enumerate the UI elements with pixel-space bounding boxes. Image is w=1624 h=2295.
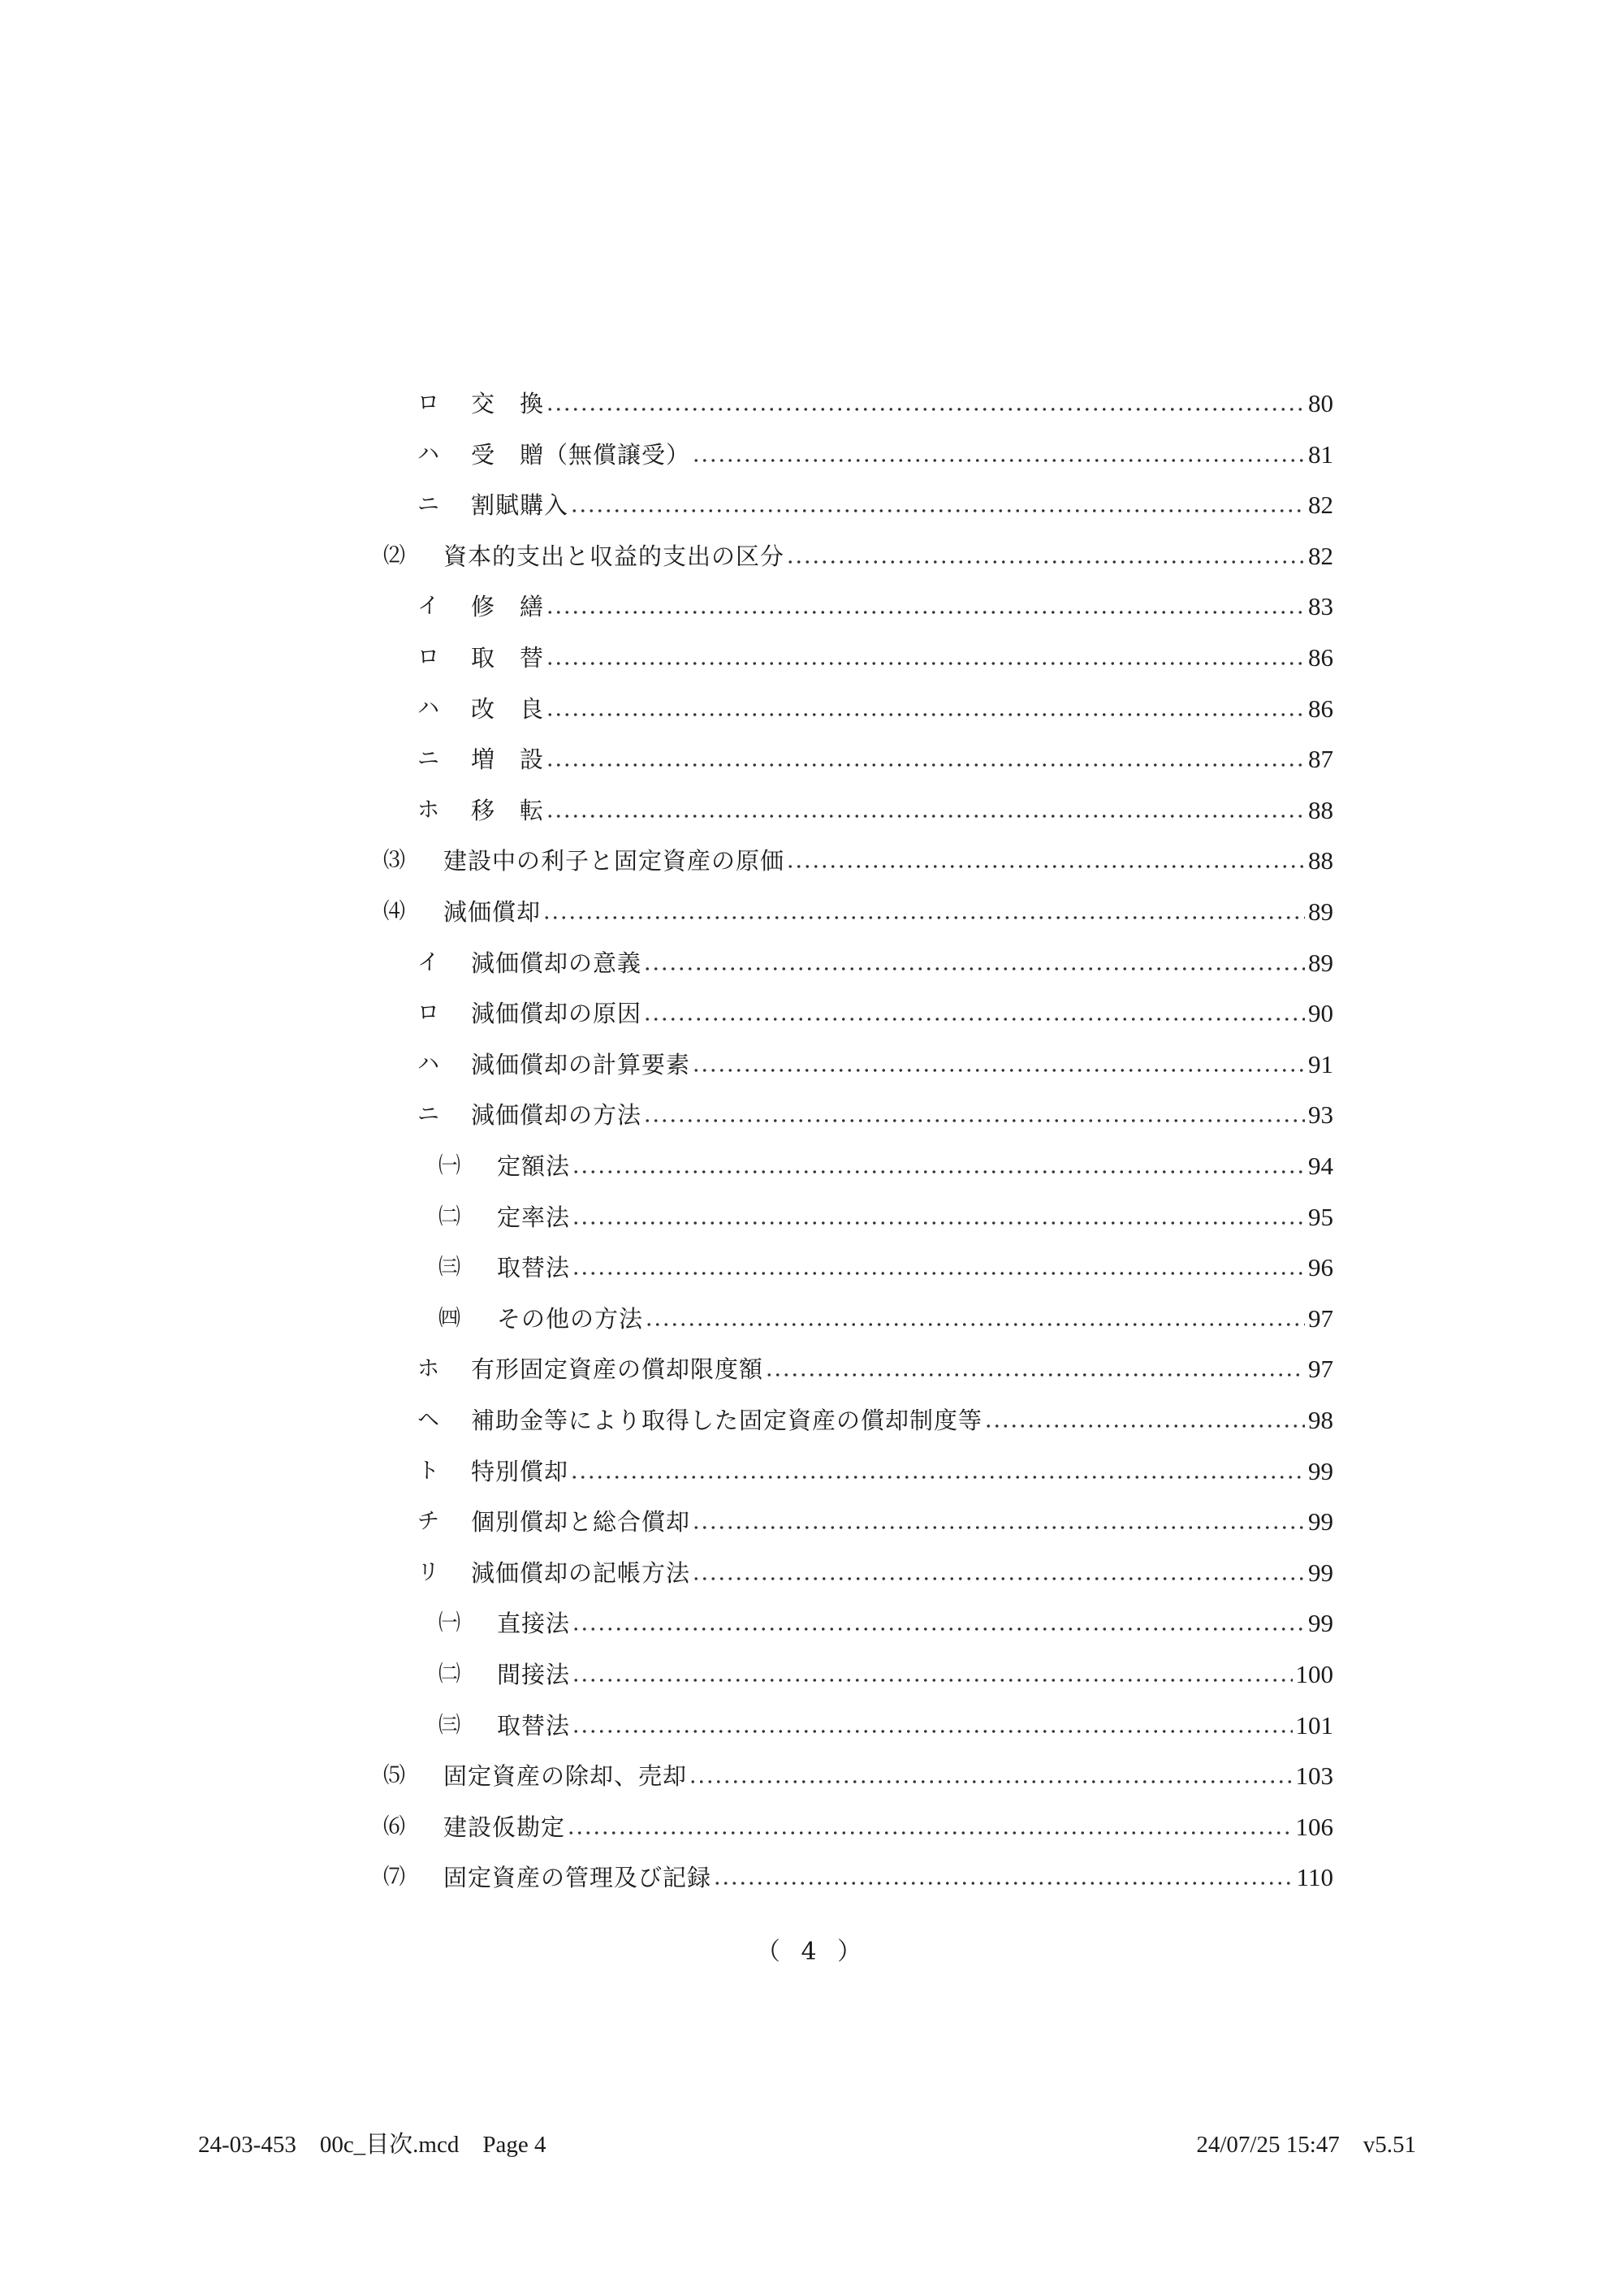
toc-entry (383, 1852, 1333, 1903)
toc-entry-marker: ハ (417, 441, 439, 467)
toc-entry (383, 836, 1333, 886)
toc-entry-page: 97 (1308, 1303, 1333, 1333)
toc-entry-marker: ⑹ (383, 1813, 405, 1839)
dot-leader (546, 785, 1305, 836)
toc-entry-marker: ㈢ (438, 1712, 460, 1738)
toc-entry-marker: ⑵ (383, 542, 405, 568)
dot-leader (643, 988, 1305, 1039)
dot-leader (570, 480, 1305, 530)
dot-leader (546, 633, 1305, 683)
dot-leader (572, 1141, 1305, 1191)
toc-entry-title: 有形固定資産の償却限度額 (471, 1355, 764, 1384)
toc-entry-title: 修 繕 (471, 593, 545, 621)
page-number: （ 4 ） (755, 1938, 869, 1966)
toc-entry-page: 82 (1308, 541, 1333, 570)
dot-leader (567, 1802, 1292, 1852)
toc-entry-title: 取 替 (471, 644, 545, 672)
toc-entry-marker: ㈣ (438, 1305, 460, 1331)
toc-entry-marker: ト (417, 1458, 439, 1484)
toc-entry (417, 480, 1333, 530)
toc-entry-page: 80 (1308, 389, 1333, 417)
footer-file-info: 24-03-453 00c_目次.mcd Page 4 (198, 2132, 546, 2158)
toc-entry (438, 1701, 1333, 1751)
toc-entry-marker: ロ (417, 1001, 439, 1026)
toc-entry-page: 93 (1308, 1100, 1333, 1130)
toc-entry-title: 直接法 (497, 1610, 571, 1638)
toc-entry-title: 改 良 (471, 694, 545, 723)
toc-entry (417, 581, 1333, 632)
toc-entry (438, 1598, 1333, 1649)
dot-leader (572, 1649, 1292, 1700)
toc-entry (383, 1802, 1333, 1852)
toc-entry-title: 定額法 (497, 1152, 571, 1180)
toc-entry-page: 97 (1308, 1355, 1333, 1384)
toc-entry (383, 887, 1333, 937)
toc-entry (417, 1344, 1333, 1394)
toc-entry-page: 106 (1295, 1812, 1333, 1841)
dot-leader (645, 1294, 1305, 1344)
toc-entry-title: 建設中の利子と固定資産の原価 (443, 847, 785, 875)
toc-entry (417, 1446, 1333, 1497)
toc-entry (417, 378, 1333, 429)
toc-entry-title: 減価償却の記帳方法 (471, 1558, 691, 1587)
toc-entry-marker: ニ (417, 746, 439, 772)
toc-entry-title: 受 贈（無償譲受） (471, 440, 691, 469)
toc-entry-title: 取替法 (497, 1711, 571, 1740)
toc-entry-title: 資本的支出と収益的支出の区分 (443, 542, 785, 570)
toc-entry (417, 1548, 1333, 1598)
toc-entry-title: 増 設 (471, 746, 545, 774)
toc-entry-title: 定率法 (497, 1203, 571, 1231)
toc-entry-page: 101 (1295, 1710, 1333, 1740)
toc-entry-title: 建設仮勘定 (443, 1813, 566, 1841)
dot-leader (546, 378, 1305, 429)
toc-entry (383, 1751, 1333, 1801)
dot-leader (692, 1497, 1305, 1547)
dot-leader (546, 581, 1305, 632)
toc-entry-title: 減価償却 (443, 898, 542, 926)
toc-entry (438, 1649, 1333, 1700)
toc-entry (438, 1294, 1333, 1344)
toc-entry-title: 間接法 (497, 1661, 571, 1688)
toc-entry-marker: リ (417, 1559, 439, 1585)
toc-entry (417, 785, 1333, 836)
toc-entry-title: 移 転 (471, 796, 545, 824)
dot-leader (546, 684, 1305, 734)
toc-entry-title: 固定資産の除却、売却 (443, 1762, 688, 1791)
dot-leader (546, 734, 1305, 784)
toc-entry-marker: ヘ (417, 1407, 439, 1433)
toc-entry-title: 個別償却と総合償却 (471, 1508, 691, 1536)
toc-entry (417, 633, 1333, 683)
toc-entry-marker: イ (417, 594, 439, 620)
toc-entry-marker: ⑷ (383, 899, 405, 924)
toc-entry-marker: イ (417, 949, 439, 975)
toc-entry-marker: ニ (417, 492, 439, 518)
dot-leader (786, 531, 1305, 581)
toc-entry-page: 98 (1308, 1406, 1333, 1434)
toc-entry-title: 減価償却の原因 (471, 1000, 642, 1028)
toc-entry-page: 99 (1308, 1558, 1333, 1587)
toc-entry-page: 86 (1308, 694, 1333, 723)
toc-entry-title: その他の方法 (497, 1304, 644, 1333)
dot-leader (692, 1548, 1305, 1598)
toc-entry (417, 684, 1333, 734)
toc-entry-marker: ㈠ (438, 1610, 460, 1636)
toc-entry-page: 89 (1308, 948, 1333, 977)
toc-entry-page: 87 (1308, 745, 1333, 774)
toc-entry-marker: ⑸ (383, 1763, 405, 1789)
toc-entry-marker: ロ (417, 645, 439, 670)
toc-entry-page: 83 (1308, 592, 1333, 621)
toc-entry-page: 110 (1296, 1863, 1333, 1892)
dot-leader (643, 1090, 1305, 1140)
toc-entry-marker: ⑺ (383, 1865, 405, 1891)
dot-leader (692, 1039, 1305, 1090)
toc-entry-marker: ニ (417, 1102, 439, 1128)
toc-entry-title: 減価償却の計算要素 (471, 1050, 691, 1078)
toc-entry-marker: ㈠ (438, 1153, 460, 1178)
dot-leader (984, 1395, 1305, 1446)
toc-entry (383, 531, 1333, 581)
toc-entry (417, 938, 1333, 988)
dot-leader (572, 1701, 1292, 1751)
toc-entry-page: 99 (1308, 1456, 1333, 1485)
toc-entry-page: 86 (1308, 643, 1333, 672)
toc-entry-marker: ⑶ (383, 848, 405, 874)
dot-leader (542, 887, 1305, 937)
toc-entry-page: 99 (1308, 1507, 1333, 1536)
toc-entry (417, 1497, 1333, 1547)
toc-entry-title: 取替法 (497, 1254, 571, 1282)
toc-entry-marker: ㈡ (438, 1204, 460, 1230)
toc-entry (417, 1090, 1333, 1140)
toc-entry-marker: チ (417, 1509, 439, 1535)
dot-leader (570, 1446, 1305, 1497)
toc-entry-page: 81 (1308, 439, 1333, 469)
dot-leader (689, 1751, 1292, 1801)
toc-entry-title: 交 換 (471, 390, 545, 417)
toc-entry-page: 96 (1308, 1253, 1333, 1282)
toc-entry (417, 430, 1333, 480)
toc-entry-marker: ホ (417, 797, 439, 823)
toc-entry-page: 100 (1295, 1660, 1333, 1688)
toc-entry-page: 99 (1308, 1609, 1333, 1638)
toc-entry-marker: ホ (417, 1356, 439, 1382)
toc-entry-title: 割賦購入 (471, 491, 569, 520)
footer-timestamp: 24/07/25 15:47 v5.51 (1196, 2132, 1416, 2158)
toc-entry-title: 特別償却 (471, 1457, 569, 1485)
toc-entry-page: 94 (1308, 1152, 1333, 1180)
toc-entry-title: 固定資産の管理及び記録 (443, 1864, 712, 1892)
toc-entry-marker: ハ (417, 695, 439, 721)
toc-entry-page: 89 (1308, 897, 1333, 926)
toc-entry-marker: ロ (417, 391, 439, 416)
dot-leader (765, 1344, 1305, 1394)
toc-entry-page: 88 (1308, 795, 1333, 824)
toc-entry (438, 1192, 1333, 1243)
dot-leader (572, 1243, 1305, 1293)
toc-entry-page: 103 (1295, 1761, 1333, 1791)
toc-entry (438, 1141, 1333, 1191)
toc-entry-page: 90 (1308, 999, 1333, 1028)
toc-entry (417, 1039, 1333, 1090)
dot-leader (786, 836, 1305, 886)
toc-entry-title: 減価償却の方法 (471, 1101, 642, 1130)
toc-entry (417, 734, 1333, 784)
toc-entry (438, 1243, 1333, 1293)
toc-entry (417, 988, 1333, 1039)
dot-leader (572, 1192, 1305, 1243)
dot-leader (692, 430, 1305, 480)
toc-entry-title: 補助金等により取得した固定資産の償却制度等 (471, 1407, 983, 1434)
toc-entry-marker: ハ (417, 1051, 439, 1077)
toc-entry-title: 減価償却の意義 (471, 949, 642, 977)
toc-entry (417, 1395, 1333, 1446)
toc-entry-page: 88 (1308, 846, 1333, 875)
dot-leader (713, 1852, 1294, 1903)
dot-leader (643, 938, 1305, 988)
toc-entry-marker: ㈢ (438, 1255, 460, 1281)
toc-entry-page: 82 (1308, 491, 1333, 520)
dot-leader (572, 1598, 1305, 1649)
toc-entry-page: 91 (1308, 1049, 1333, 1078)
toc-entry-marker: ㈡ (438, 1662, 460, 1687)
toc-entry-page: 95 (1308, 1202, 1333, 1231)
